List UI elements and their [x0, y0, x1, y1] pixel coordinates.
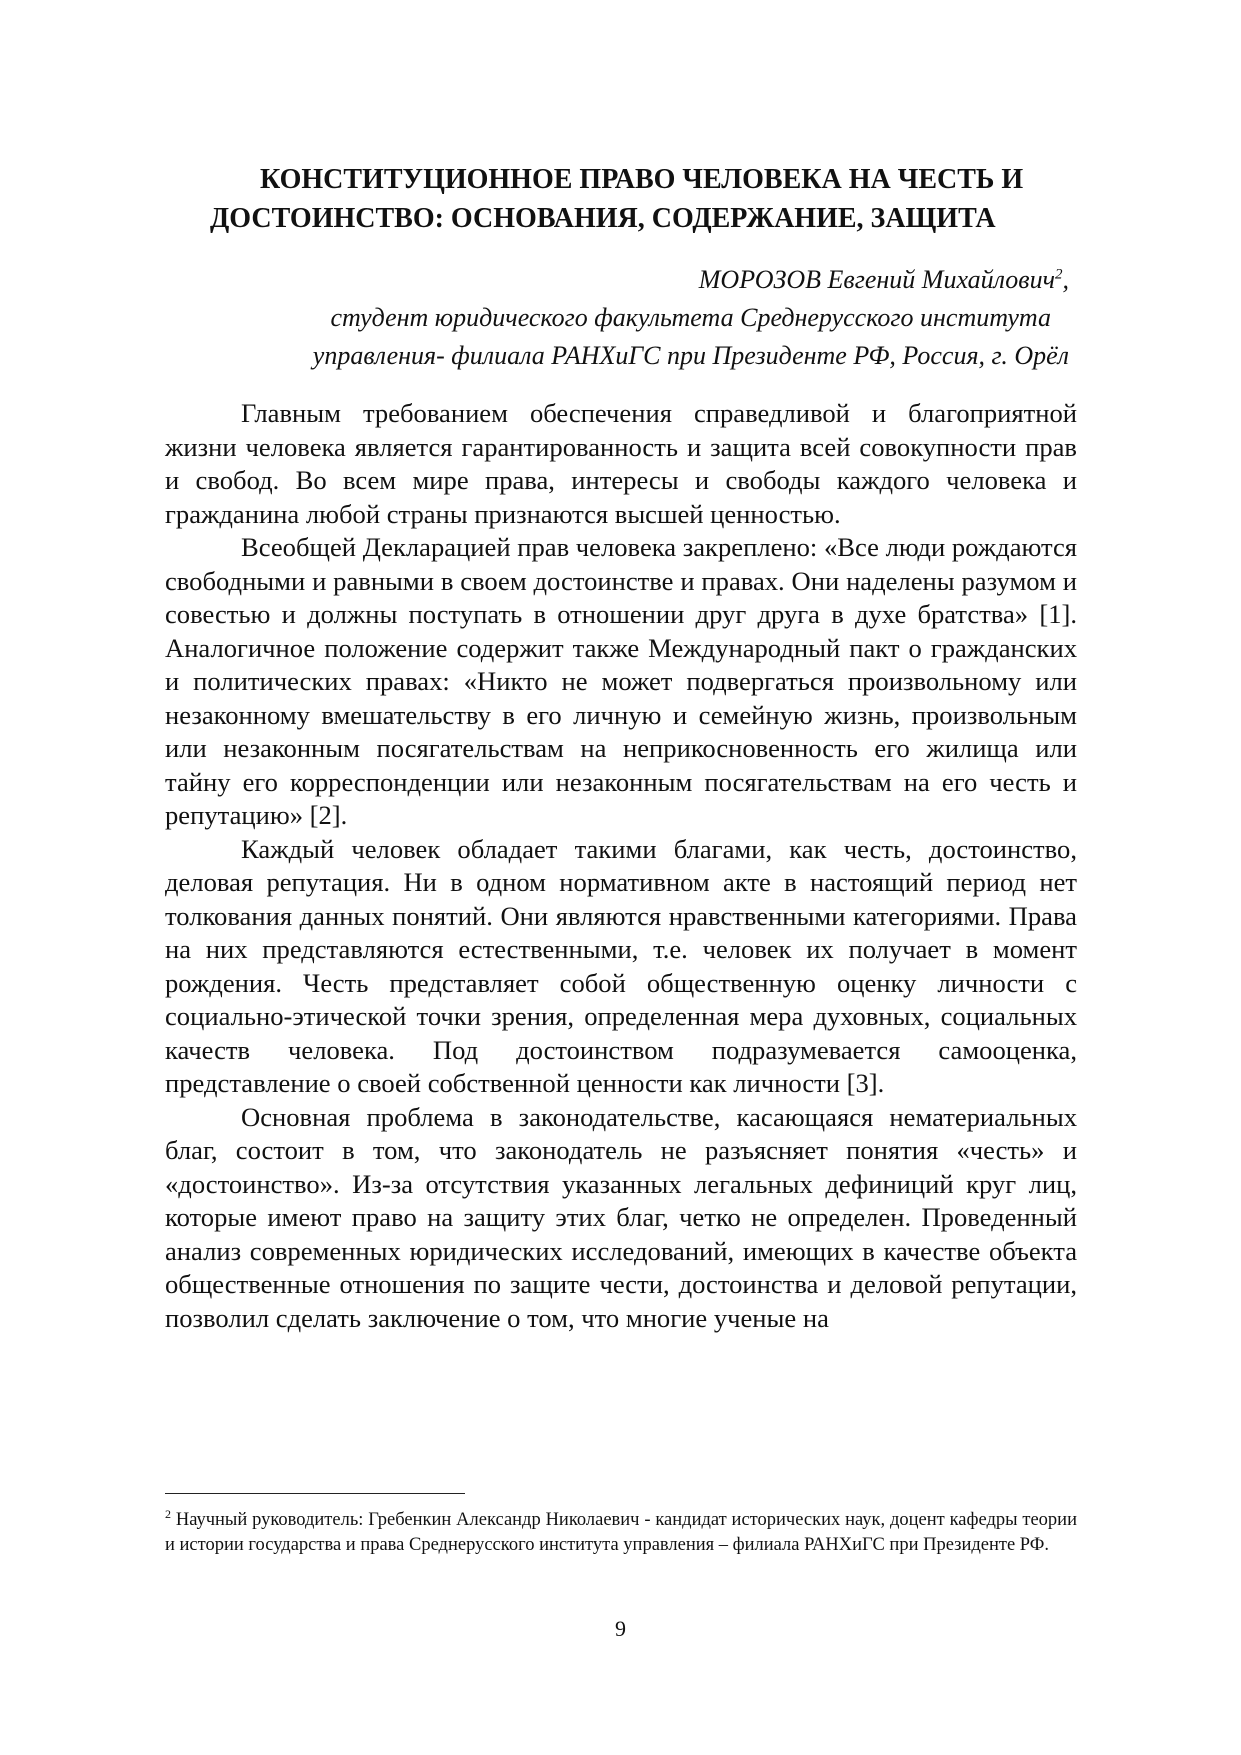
author-comma: , — [1062, 265, 1069, 294]
footnote-mark: 2 — [165, 1506, 171, 1521]
body-paragraph-1: Главным требованием обеспечения справедливой и благоприятной жизни человека является гарантированность и защита всей совокупности прав и свобод. Во всем мире права, интересы и свободы каждого человека и гражданина любой страны признаются высшей ценностью. — [165, 398, 1077, 529]
author-block — [129, 261, 1069, 375]
footnote-text: Научный руководитель: Гребенкин Александр Николаевич - кандидат исторических наук, доцент кафедры теории и истории государства и права Среднерусского института управления – филиала РАНХиГС при Президенте РФ. — [165, 1510, 1077, 1555]
footnote-separator — [165, 1493, 465, 1494]
author-affiliation-line-1: студент юридического факультета Среднерусского института — [330, 303, 1051, 332]
author-affiliation-line-2: управления- филиала РАНХиГС при Президенте РФ, Россия, г. Орёл — [312, 341, 1069, 370]
page-number: 9 — [615, 1616, 626, 1641]
body-paragraph-2: Всеобщей Декларацией прав человека закреплено: «Все люди рождаются свободными и равными в своем достоинстве и правах. Они наделены разумом и совестью и должны поступать в отношении друг друга в духе братства» [1]. Аналогичное положение содержит также Международный пакт о гражданских и политических правах: «Никто не может подвергаться произвольному или незаконному вмешательству в его личную и семейную жизнь, произвольным или незаконным посягательствам на неприкосновенность его жилища или тайну его корреспонденции или незаконным посягательствам на его честь и репутацию» [2]. — [165, 532, 1077, 830]
article-title-line-2: ДОСТОИНСТВО: ОСНОВАНИЯ, СОДЕРЖАНИЕ, ЗАЩИТА — [210, 203, 996, 234]
author-name: МОРОЗОВ Евгений Михайлович — [698, 265, 1055, 294]
article-title-line-1: КОНСТИТУЦИОННОЕ ПРАВО ЧЕЛОВЕКА НА ЧЕСТЬ И — [260, 164, 1024, 195]
body-paragraph-3: Каждый человек обладает такими благами, как честь, достоинство, деловая репутация. Ни в одном нормативном акте в настоящий период нет толкования данных понятий. Они являются нравственными категориями. Права на них представляются естественными, т.е. человек их получает в момент рождения. Честь представляет собой общественную оценку личности с социально-этической точки зрения, определенная мера духовных, социальных качеств человека. Под достоинством подразумевается самооценка, представление о своей собственной ценности как личности [3]. — [165, 833, 1077, 1098]
author-footnote-mark: 2 — [1055, 266, 1063, 283]
author-line — [129, 261, 1069, 299]
article-body — [165, 397, 1077, 1335]
footnote — [165, 1508, 1077, 1558]
article-title — [150, 160, 1110, 238]
body-paragraph-4: Основная проблема в законодательстве, касающаяся нематериальных благ, состоит в том, что законодатель не разъясняет понятия «честь» и «достоинство». Из-за отсутствия указанных легальных дефиниций круг лиц, которые имеют право на защиту этих благ, четко не определен. Проведенный анализ современных юридических исследований, имеющих в качестве объекта общественные отношения по защите чести, достоинства и деловой репутации, позволил сделать заключение о том, что многие ученые на — [165, 1101, 1077, 1333]
